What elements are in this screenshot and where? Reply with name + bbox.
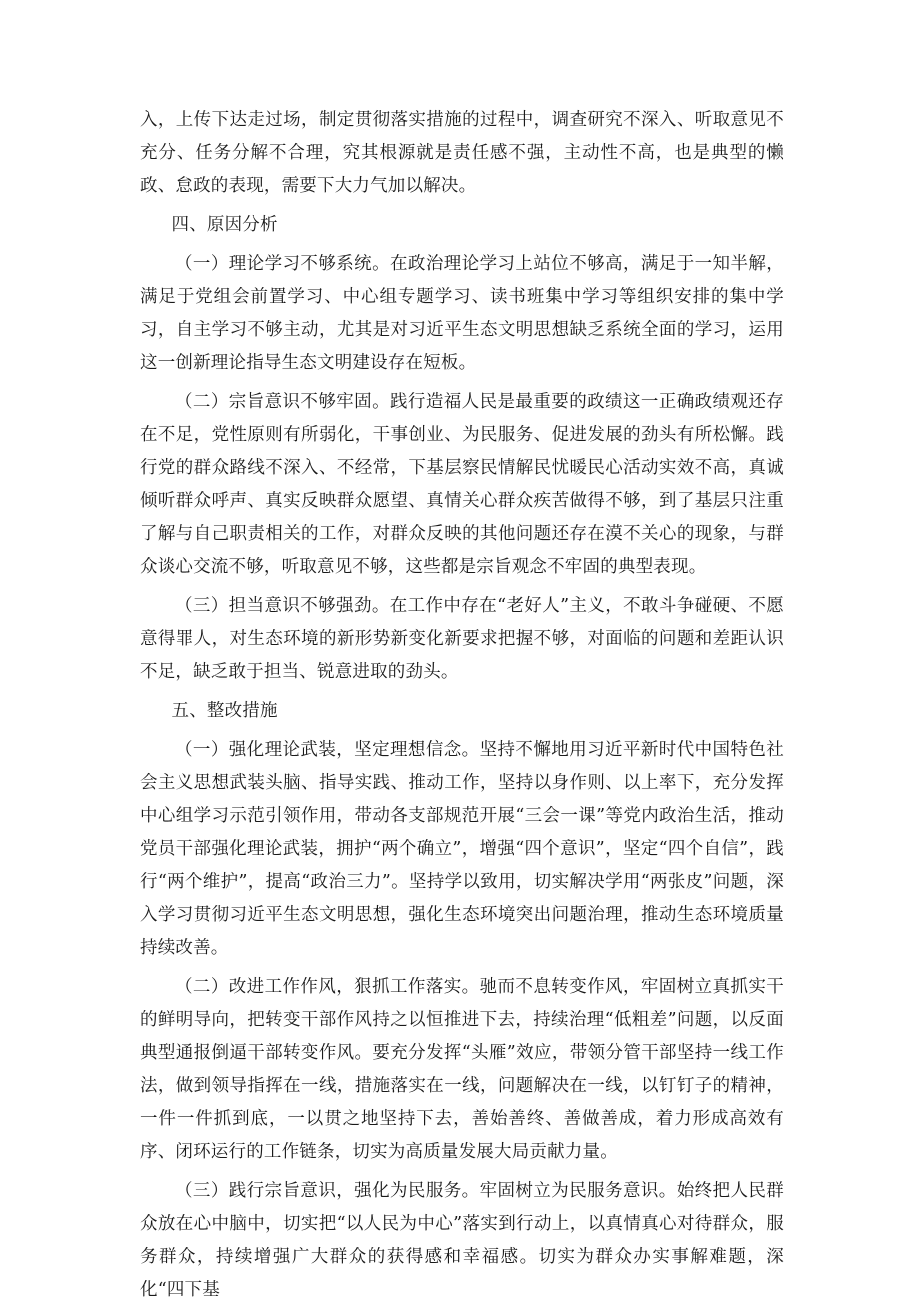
paragraph-continued: 入，上传下达走过场，制定贯彻落实措施的过程中，调查研究不深入、听取意见不充分、任务分解不合理，究其根源就是责任感不强，主动性不高，也是典型的懒政、怠政的表现，需要下大力气加以解决。 [140, 110, 784, 196]
section-heading-cause-analysis: 四、原因分析 [171, 215, 278, 235]
document-body [140, 104, 784, 1313]
paragraph-improve-work-style: （二）改进工作作风，狠抓工作落实。驰而不息转变作风，牢固树立真抓实干的鲜明导向，把转变干部作风持之以恒推进下去，持续治理“低粗差”问题，以反面典型通报倒逼干部转变作风。要充分发挥“头雁”效应，带领分管干部坚持一线工作法，做到领导指挥在一线，措施落实在一线，问题解决在一线，以钉钉子的精神，一件一件抓到底，一以贯之地坚持下去，善始善终、善做善成，着力形成高效有序、闭环运行的工作链条，切实为高质量发展大局贡献力量。 [140, 977, 784, 1162]
section-heading-rectification-measures: 五、整改措施 [171, 701, 278, 721]
paragraph-theory-study: （一）理论学习不够系统。在政治理论学习上站位不够高，满足于一知半解，满足于党组会前置学习、中心组专题学习、读书班集中学习等组织安排的集中学习，自主学习不够主动，尤其是对习近平生态文明思想缺乏系统全面的学习，运用这一创新理论指导生态文明建设存在短板。 [140, 254, 784, 373]
paragraph-purpose-awareness: （二）宗旨意识不够牢固。践行造福人民是最重要的政绩这一正确政绩观还存在不足，党性原则有所弱化，干事创业、为民服务、促进发展的劲头有所松懈。践行党的群众路线不深入、不经常，下基层察民情解民忧暖民心活动实效不高，真诚倾听群众呼声、真实反映群众愿望、真情关心群众疾苦做得不够，到了基层只注重了解与自己职责相关的工作，对群众反映的其他问题还存在漠不关心的现象，与群众谈心交流不够，听取意见不够，这些都是宗旨观念不牢固的典型表现。 [140, 392, 784, 577]
paragraph-strengthen-theory: （一）强化理论武装，坚定理想信念。坚持不懈地用习近平新时代中国特色社会主义思想武装头脑、指导实践、推动工作，坚持以身作则、以上率下，充分发挥中心组学习示范引领作用，带动各支部规范开展“三会一课”等党内政治生活，推动党员干部强化理论武装，拥护“两个确立”，增强“四个意识”，坚定“四个自信”，践行“两个维护”，提高“政治三力”。坚持学以致用，切实解决学用“两张皮”问题，深入学习贯彻习近平生态文明思想，强化生态环境突出问题治理，推动生态环境质量持续改善。 [140, 740, 784, 958]
paragraph-responsibility-awareness: （三）担当意识不够强劲。在工作中存在“老好人”主义，不敢斗争碰硬、不愿意得罪人，对生态环境的新形势新变化新要求把握不够，对面临的问题和差距认识不足，缺乏敢于担当、锐意进取的劲头。 [140, 596, 784, 682]
paragraph-serve-people: （三）践行宗旨意识，强化为民服务。牢固树立为民服务意识。始终把人民群众放在心中脑中，切实把“以人民为中心”落实到行动上，以真情真心对待群众，服务群众，持续增强广大群众的获得感和幸福感。切实为群众办实事解难题，深化“四下基 [140, 1181, 784, 1300]
